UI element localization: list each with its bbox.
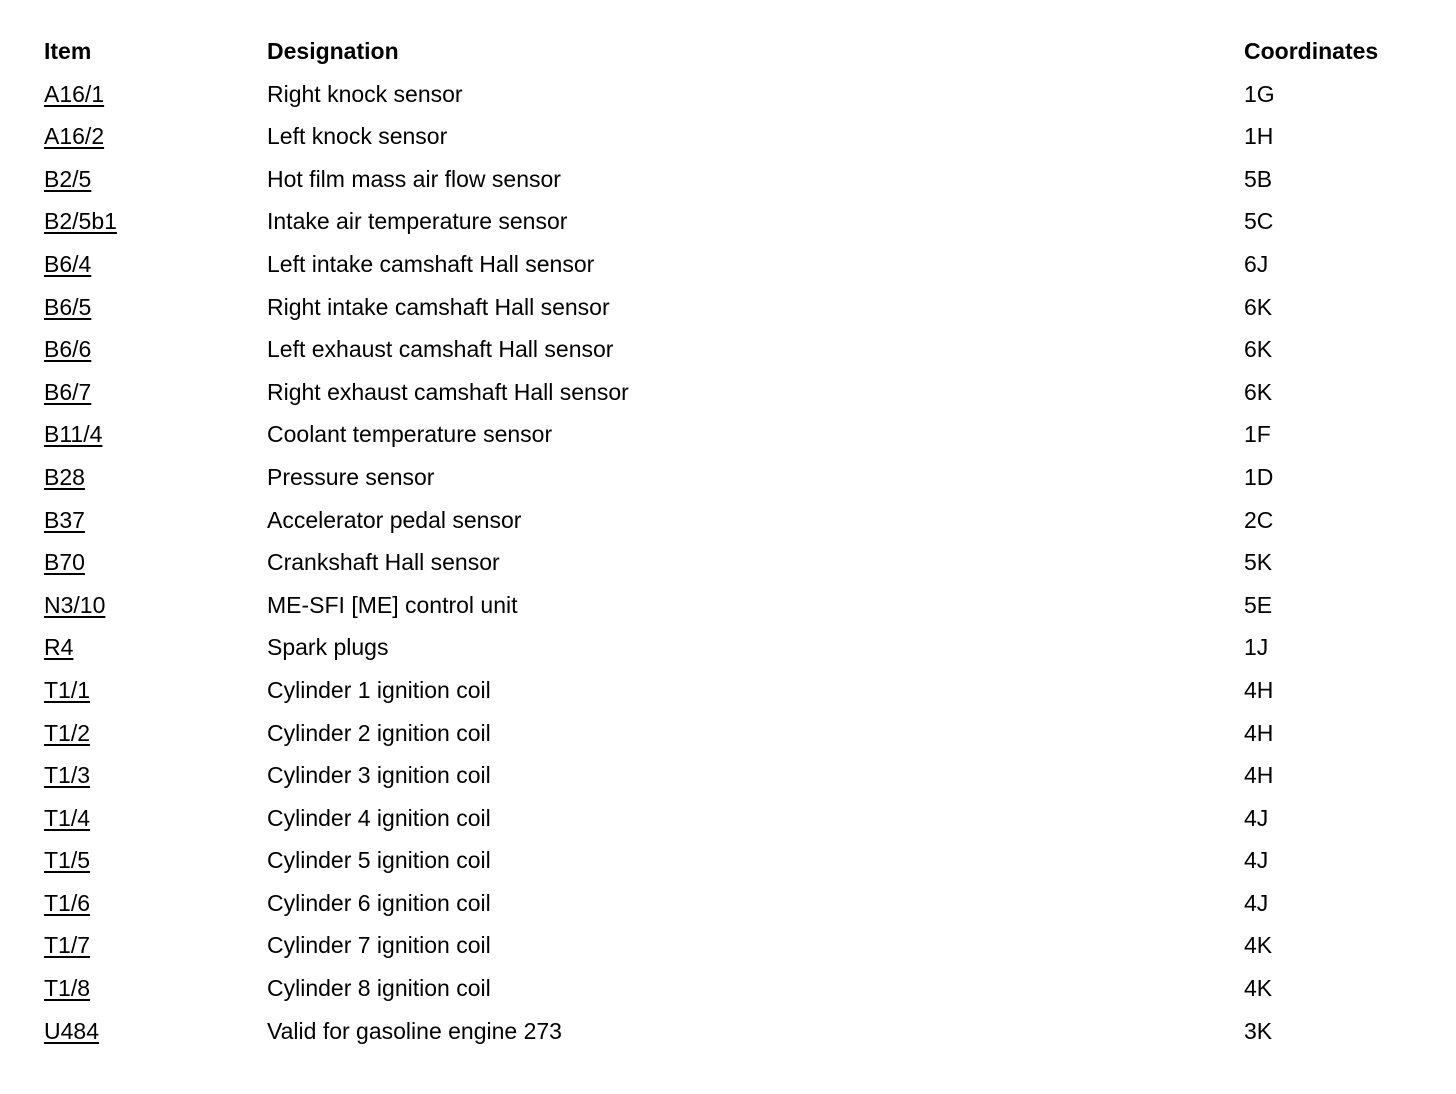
item-link[interactable]: B6/4: [44, 250, 92, 277]
designation-cell: Crankshaft Hall sensor: [267, 549, 500, 576]
designation-cell: Cylinder 3 ignition coil: [267, 762, 491, 789]
item-link[interactable]: B70: [44, 549, 85, 576]
item-link[interactable]: A16/1: [44, 80, 105, 107]
designation-cell: Cylinder 8 ignition coil: [267, 975, 491, 1002]
coordinates-cell: 5E: [1244, 591, 1273, 618]
table-row: [44, 541, 1424, 584]
designation-cell: Accelerator pedal sensor: [267, 506, 522, 533]
designation-cell: Right intake camshaft Hall sensor: [267, 293, 610, 320]
coordinates-cell: 4H: [1244, 719, 1274, 746]
designation-cell: Left intake camshaft Hall sensor: [267, 250, 595, 277]
table-row: [44, 669, 1424, 712]
item-link[interactable]: T1/2: [44, 719, 91, 746]
table-row: [44, 115, 1424, 158]
designation-cell: Left exhaust camshaft Hall sensor: [267, 336, 614, 363]
item-link[interactable]: T1/1: [44, 676, 91, 703]
item-link[interactable]: T1/6: [44, 889, 91, 916]
coordinates-cell: 4J: [1244, 847, 1269, 874]
table-row: [44, 754, 1424, 797]
item-link[interactable]: R4: [44, 634, 74, 661]
table-row: [44, 882, 1424, 925]
coordinates-cell: 5C: [1244, 208, 1274, 235]
coordinates-cell: 2C: [1244, 506, 1274, 533]
item-link[interactable]: T1/8: [44, 975, 91, 1002]
designation-cell: Pressure sensor: [267, 463, 435, 490]
table-row: [44, 371, 1424, 414]
item-link[interactable]: N3/10: [44, 591, 106, 618]
designation-cell: Cylinder 2 ignition coil: [267, 719, 491, 746]
table-row: [44, 1010, 1424, 1053]
designation-cell: Hot film mass air flow sensor: [267, 165, 561, 192]
item-link[interactable]: B11/4: [44, 421, 103, 448]
designation-cell: Cylinder 7 ignition coil: [267, 932, 491, 959]
header-coordinates: Coordinates: [1244, 38, 1379, 64]
coordinates-cell: 4K: [1244, 975, 1273, 1002]
item-link[interactable]: B6/6: [44, 336, 92, 363]
header-item: Item: [44, 38, 92, 64]
designation-cell: Cylinder 6 ignition coil: [267, 889, 491, 916]
coordinates-cell: 3K: [1244, 1017, 1273, 1044]
table-row: [44, 413, 1424, 456]
item-link[interactable]: T1/4: [44, 804, 91, 831]
coordinates-cell: 1D: [1244, 463, 1274, 490]
item-link[interactable]: T1/7: [44, 932, 91, 959]
table-row: [44, 797, 1424, 840]
coordinates-cell: 6K: [1244, 293, 1273, 320]
table-row: [44, 328, 1424, 371]
table-row: [44, 158, 1424, 201]
item-link[interactable]: T1/3: [44, 762, 91, 789]
table-row: [44, 626, 1424, 669]
coordinates-cell: 1F: [1244, 421, 1271, 448]
coordinates-cell: 4H: [1244, 762, 1274, 789]
item-link[interactable]: B2/5: [44, 165, 92, 192]
table-row: [44, 712, 1424, 755]
designation-cell: Right knock sensor: [267, 80, 463, 107]
coordinates-cell: 4J: [1244, 889, 1269, 916]
designation-cell: Valid for gasoline engine 273: [267, 1017, 562, 1044]
coordinates-cell: 6K: [1244, 336, 1273, 363]
table-row: [44, 243, 1424, 286]
table-row: [44, 200, 1424, 243]
table-row: [44, 286, 1424, 329]
coordinates-cell: 1G: [1244, 80, 1275, 107]
coordinates-cell: 1J: [1244, 634, 1269, 661]
coordinates-cell: 6J: [1244, 250, 1269, 277]
designation-cell: Coolant temperature sensor: [267, 421, 553, 448]
table-row: [44, 584, 1424, 627]
designation-cell: Cylinder 1 ignition coil: [267, 676, 491, 703]
table-row: [44, 924, 1424, 967]
table-row: [44, 967, 1424, 1010]
item-link[interactable]: U484: [44, 1017, 99, 1044]
table-row: [44, 456, 1424, 499]
designation-cell: Intake air temperature sensor: [267, 208, 568, 235]
item-link[interactable]: T1/5: [44, 847, 91, 874]
designation-cell: Left knock sensor: [267, 123, 448, 150]
designation-cell: Cylinder 5 ignition coil: [267, 847, 491, 874]
header-designation: Designation: [267, 38, 399, 64]
coordinates-cell: 4J: [1244, 804, 1269, 831]
designation-cell: Cylinder 4 ignition coil: [267, 804, 491, 831]
coordinates-cell: 5K: [1244, 549, 1273, 576]
coordinates-cell: 5B: [1244, 165, 1273, 192]
component-legend-table: [44, 30, 1424, 1052]
table-row: [44, 499, 1424, 542]
table-row: [44, 73, 1424, 116]
coordinates-cell: 1H: [1244, 123, 1274, 150]
item-link[interactable]: B2/5b1: [44, 208, 117, 235]
table-row: [44, 839, 1424, 882]
item-link[interactable]: B6/5: [44, 293, 92, 320]
coordinates-cell: 4H: [1244, 676, 1274, 703]
coordinates-cell: 6K: [1244, 378, 1273, 405]
table-header-row: [44, 30, 1424, 73]
designation-cell: ME-SFI [ME] control unit: [267, 591, 518, 618]
item-link[interactable]: A16/2: [44, 123, 105, 150]
item-link[interactable]: B6/7: [44, 378, 92, 405]
item-link[interactable]: B37: [44, 506, 85, 533]
item-link[interactable]: B28: [44, 463, 85, 490]
designation-cell: Right exhaust camshaft Hall sensor: [267, 378, 629, 405]
designation-cell: Spark plugs: [267, 634, 389, 661]
coordinates-cell: 4K: [1244, 932, 1273, 959]
